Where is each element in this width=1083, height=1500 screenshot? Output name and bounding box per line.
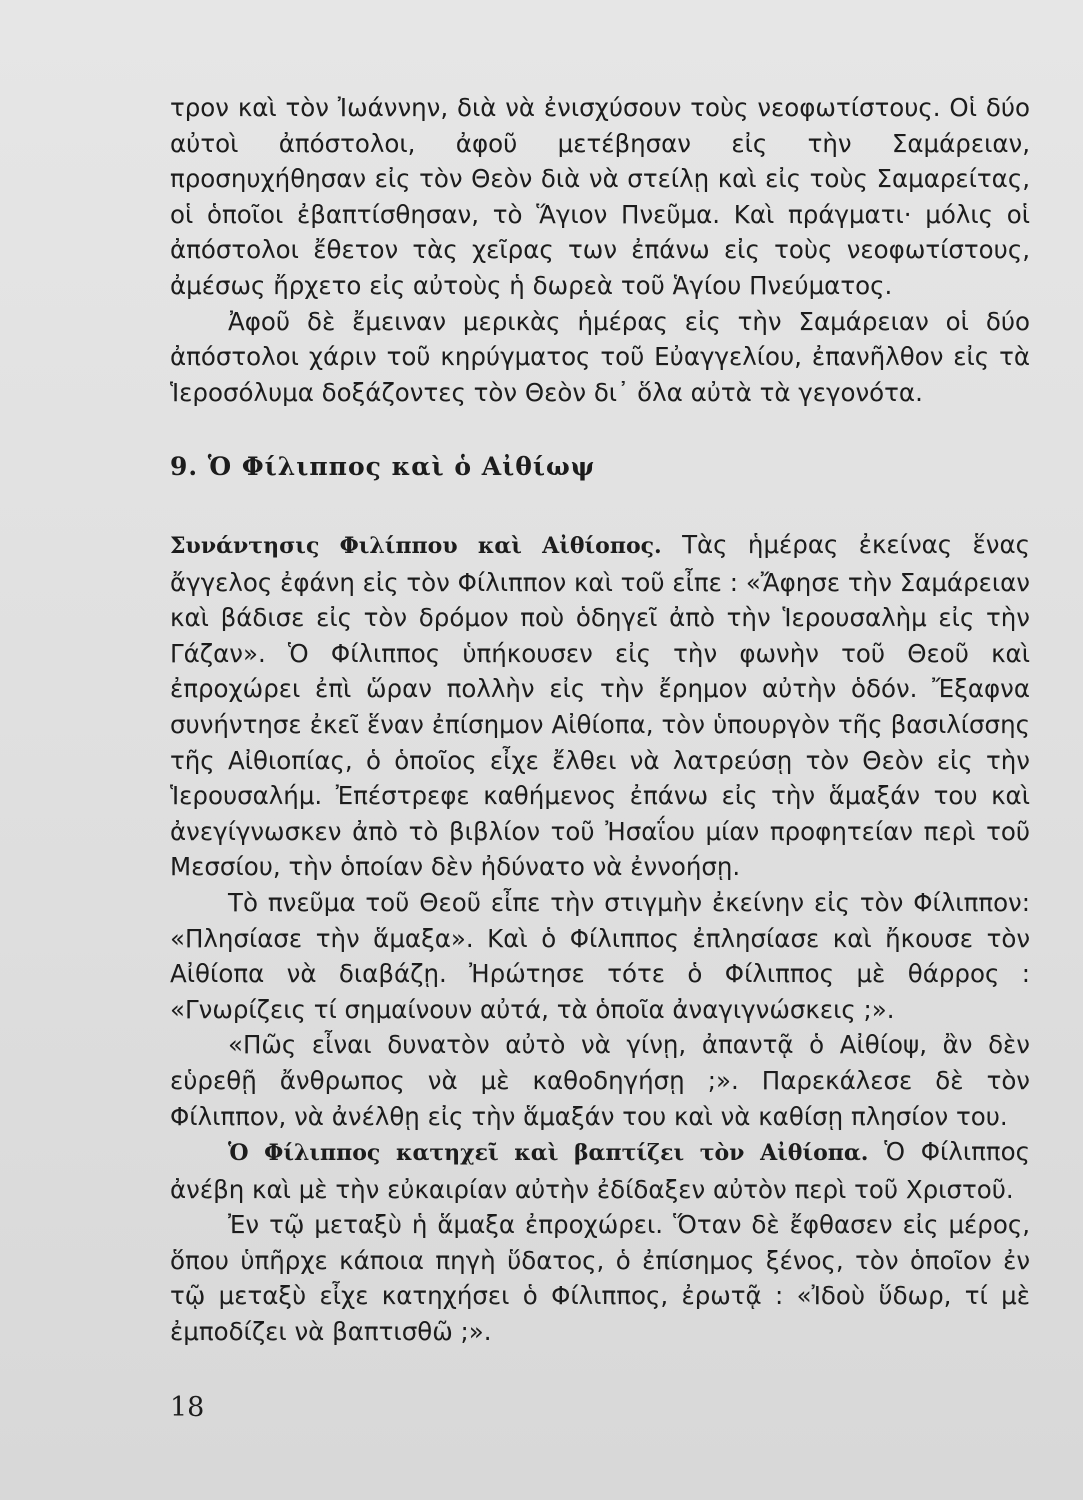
section-body — [170, 527, 1030, 1350]
paragraph-catechesis-text: Ὁ Φίλιππος ἀνέβη καὶ μὲ τὴν εὐκαιρίαν αὐτὴν ἐδίδαξεν αὐτὸν περὶ τοῦ Χριστοῦ. — [170, 1137, 1030, 1204]
page-number: 18 — [170, 1392, 205, 1423]
paragraph-spirit: Τὸ πνεῦμα τοῦ Θεοῦ εἶπε τὴν στιγμὴν ἐκείνην εἰς τὸν Φίλιππον: «Πλησίασε τὴν ἅμαξα». Καὶ ὁ Φίλιππος ἐπλησίασε καὶ ἤκουσε τὸν Αἰθίοπα νὰ διαβάζῃ. Ἠρώτησε τότε ὁ Φίλιππος μὲ θάρρος : «Γνωρίζεις τί σημαίνουν αὐτά, τὰ ὁποῖα ἀναγιγνώσκεις ;». — [170, 887, 1030, 1024]
continuation-text — [170, 90, 1030, 410]
paragraph-meeting — [170, 527, 1030, 885]
paragraph-meeting-text: Τὰς ἡμέρας ἐκείνας ἕνας ἄγγελος ἐφάνη εἰς τὸν Φίλιππον καὶ τοῦ εἶπε : «Ἄφησε τὴν Σαμάρειαν καὶ βάδισε εἰς τὸν δρόμον ποὺ ὁδηγεῖ ἀπὸ τὴν Ἱερουσαλὴμ εἰς τὴν Γάζαν». Ὁ Φίλιππος ὑπήκουσεν εἰς τὴν φωνὴν τοῦ Θεοῦ καὶ ἐπροχώρει ἐπὶ ὥραν πολλὴν εἰς τὴν ἔρημον αὐτὴν ὁδόν. Ἔξαφνα συνήντησε ἐκεῖ ἕναν ἐπίσημον Αἰθίοπα, τὸν ὑπουργὸν τῆς βασιλίσσης τῆς Αἰθιοπίας, ὁ ὁποῖος εἶχε ἔλθει νὰ λατρεύσῃ τὸν Θεὸν εἰς τὴν Ἱερουσαλήμ. Ἐπέστρεφε καθήμενος ἐπάνω εἰς τὴν ἅμαξάν του καὶ ἀνεγίγνωσκεν ἀπὸ τὸ βιβλίον τοῦ Ἠσαΐου μίαν προφητείαν περὶ τοῦ Μεσσίου, τὴν ὁποίαν δὲν ἠδύνατο νὰ ἐννοήσῃ. — [170, 530, 1030, 882]
paragraph-ethiopian-reply: «Πῶς εἶναι δυνατὸν αὐτὸ νὰ γίνῃ, ἀπαντᾷ ὁ Αἰθίοψ, ἂν δὲν εὑρεθῇ ἄνθρωπος νὰ μὲ καθοδηγήσῃ ;». Παρεκάλεσε δὲ τὸν Φίλιππον, νὰ ἀνέλθῃ εἰς τὴν ἅμαξάν του καὶ νὰ καθίσῃ πλησίον του. — [170, 1030, 1030, 1131]
paragraph-lead-meeting: Συνάντησις Φιλίππου καὶ Αἰθίοπος. — [170, 533, 662, 559]
paragraph-return-jerusalem: Ἀφοῦ δὲ ἔμειναν μερικὰς ἡμέρας εἰς τὴν Σαμάρειαν οἱ δύο ἀπόστολοι χάριν τοῦ κηρύγματος τοῦ Εὐαγγελίου, ἐπανῆλθον εἰς τὰ Ἱεροσόλυμα δοξάζοντες τὸν Θεὸν δι᾿ ὅλα αὐτὰ τὰ γεγονότα. — [170, 306, 1030, 407]
section-heading: 9. Ὁ Φίλιππος καὶ ὁ Αἰθίωψ — [170, 452, 596, 481]
paragraph-catechesis — [170, 1134, 1030, 1207]
paragraph-continuation: τρον καὶ τὸν Ἰωάννην, διὰ νὰ ἐνισχύσουν τοὺς νεοφωτίστους. Οἱ δύο αὐτοὶ ἀπόστολοι, ἀφοῦ μετέβησαν εἰς τὴν Σαμάρειαν, προσηυχήθησαν εἰς τὸν Θεὸν διὰ νὰ στείλῃ καὶ εἰς τοὺς Σαμαρείτας, οἱ ὁποῖοι ἐβαπτίσθησαν, τὸ Ἅγιον Πνεῦμα. Καὶ πράγματι· μόλις οἱ ἀπόστολοι ἔθετον τὰς χεῖρας των ἐπάνω εἰς τοὺς νεοφωτίστους, ἀμέσως ἤρχετο εἰς αὐτοὺς ἡ δωρεὰ τοῦ Ἁγίου Πνεύματος. — [170, 93, 1030, 300]
paragraph-lead-catechesis: Ὁ Φίλιππος κατηχεῖ καὶ βαπτίζει τὸν Αἰθίοπα. — [228, 1140, 869, 1167]
paragraph-water: Ἐν τῷ μεταξὺ ἡ ἅμαξα ἐπροχώρει. Ὅταν δὲ ἔφθασεν εἰς μέρος, ὅπου ὑπῆρχε κάποια πηγὴ ὕδατος, ὁ ἐπίσημος ξένος, τὸν ὁποῖον ἐν τῷ μεταξὺ εἶχε κατηχήσει ὁ Φίλιππος, ἐρωτᾷ : «Ἰδοὺ ὕδωρ, τί μὲ ἐμποδίζει νὰ βαπτισθῶ ;». — [170, 1210, 1030, 1347]
